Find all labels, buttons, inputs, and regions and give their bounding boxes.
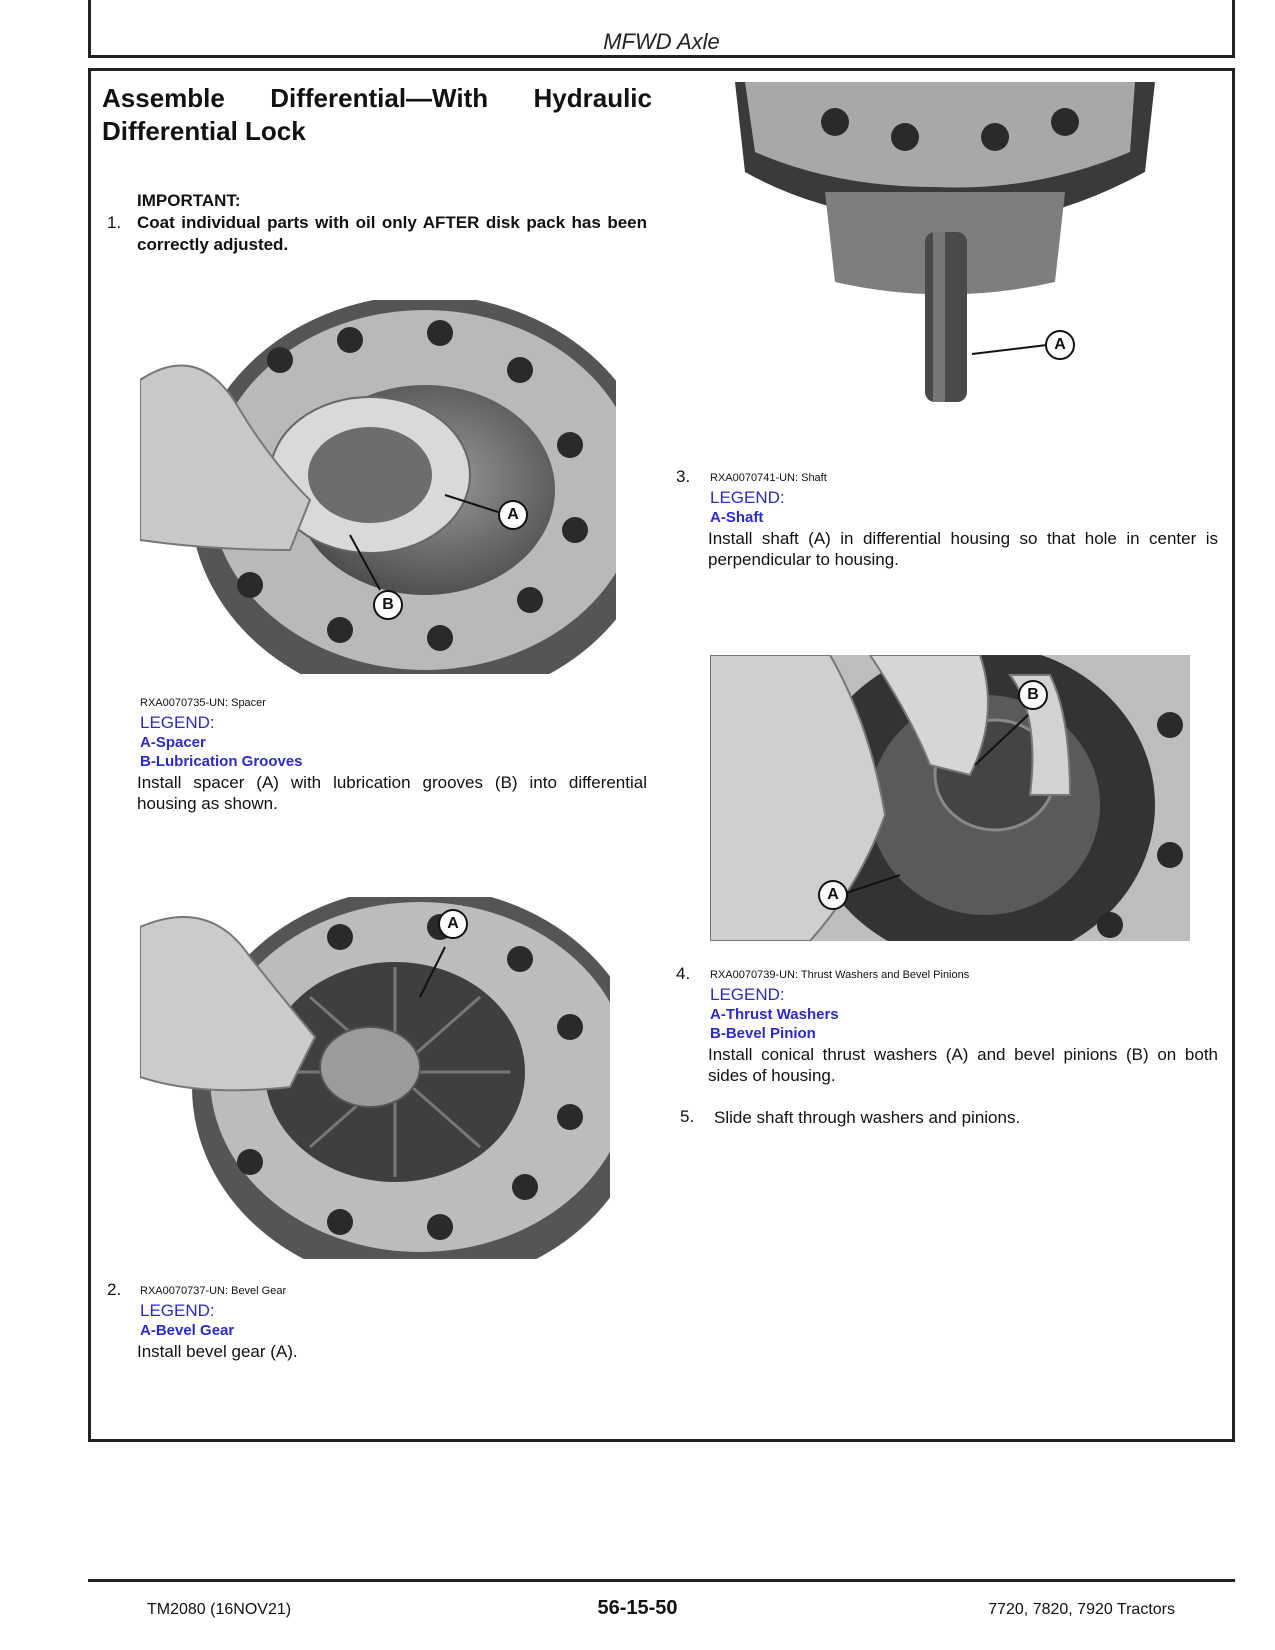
legend-item-shaft: A-Shaft [710, 509, 764, 526]
callout-a: A [498, 500, 528, 530]
spacer-photo [140, 300, 616, 674]
figure-caption-shaft: RXA0070741-UN: Shaft [710, 472, 827, 484]
step-5-text: Slide shaft through washers and pinions. [714, 1108, 1021, 1127]
callout-a: A [438, 909, 468, 939]
step-number-1: 1. [107, 213, 122, 232]
page-title: Assemble Differential—With Hydraulic Differential Lock [102, 83, 652, 146]
legend-item-thrust-washers: A-Thrust Washers [710, 1006, 839, 1023]
figure-caption-thrust-washers: RXA0070739-UN: Thrust Washers and Bevel Pinions [710, 969, 970, 981]
callout-a: A [818, 880, 848, 910]
spacer-instruction: Install spacer (A) with lubrication grooves (B) into differential housing as shown. [137, 773, 647, 813]
legend-item-bevel-pinion: B-Bevel Pinion [710, 1025, 816, 1042]
bevel-gear-instruction: Install bevel gear (A). [137, 1342, 298, 1361]
shaft-instruction: Install shaft (A) in differential housing so that hole in center is perpendicular to housing. [708, 529, 1218, 569]
legend-item-lubrication-grooves: B-Lubrication Grooves [140, 753, 303, 770]
thrust-washers-instruction: Install conical thrust washers (A) and bevel pinions (B) on both sides of housing. [708, 1045, 1218, 1085]
figure-caption-bevel-gear: RXA0070737-UN: Bevel Gear [140, 1285, 287, 1297]
callout-b: B [1018, 680, 1048, 710]
step-number-4: 4. [676, 964, 691, 983]
important-text: Coat individual parts with oil only AFTER disk pack has been correctly adjusted. [137, 213, 647, 254]
legend-title-shaft: LEGEND: [710, 488, 785, 507]
important-label: IMPORTANT: [137, 191, 241, 210]
footer-models: 7720, 7820, 7920 Tractors [988, 1601, 1175, 1618]
legend-title-bevel-gear: LEGEND: [140, 1301, 215, 1320]
footer-rule [88, 1579, 1235, 1582]
bevel-gear-photo [140, 897, 610, 1259]
step-number-5: 5. [680, 1107, 695, 1126]
shaft-photo [735, 82, 1155, 414]
footer-manual-id: TM2080 (16NOV21) [147, 1601, 292, 1618]
callout-b: B [373, 590, 403, 620]
section-title: MFWD Axle [603, 29, 720, 54]
thrust-washers-photo [710, 655, 1190, 941]
legend-item-bevel-gear: A-Bevel Gear [140, 1322, 235, 1339]
step-number-2: 2. [107, 1280, 122, 1299]
legend-item-spacer: A-Spacer [140, 734, 206, 751]
legend-title-spacer: LEGEND: [140, 713, 215, 732]
footer-page-number: 56-15-50 [597, 1597, 678, 1619]
step-number-3: 3. [676, 467, 691, 486]
figure-caption-spacer: RXA0070735-UN: Spacer [140, 697, 266, 709]
callout-a: A [1045, 330, 1075, 360]
legend-title-thrust-washers: LEGEND: [710, 985, 785, 1004]
